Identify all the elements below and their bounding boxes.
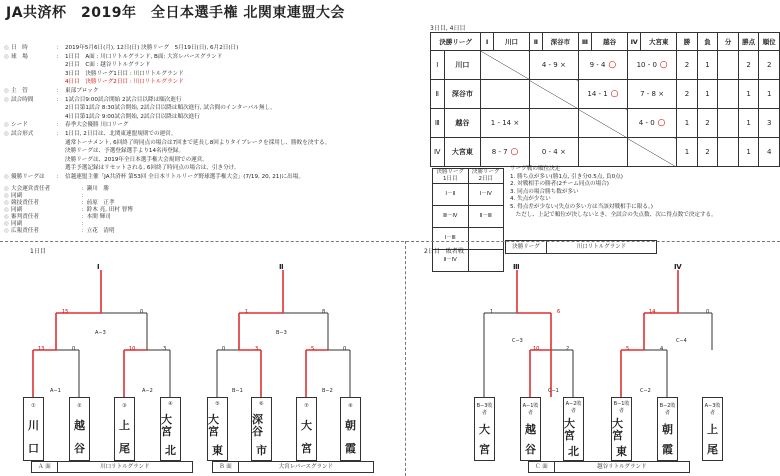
team-name-bottom: 東 [616,445,627,458]
score: 3 [163,346,167,352]
league-venue-label: 決勝リーグ [506,241,547,253]
team-name-bottom: 霞 [662,443,673,456]
official-colon: ： [81,200,87,206]
team-name-bottom: 市 [256,443,267,457]
info-value: 4日目 決勝リーグ2日目 : 川口リトルグランド [65,79,184,86]
team-seed: A−2敗者 [565,401,582,414]
header-team-name: 大宮東 [641,33,677,51]
official-name: 立花 清明 [86,228,115,234]
team-seed: ④ [168,401,173,408]
team-name-top: 大宮 [564,417,575,442]
info-value: 3日目 決勝リーグ1日目 : 川口リトルグランド [65,70,184,77]
criteria-line: 1. 勝ち点が多い(勝1点, 引き分0.5点, 負0点) [510,173,623,180]
schedule-header-cell: 決勝リーグ 1日目 [433,169,469,183]
team-name-bottom: 宮 [479,443,490,456]
official-colon: ： [81,207,87,213]
team-seed: ⑦ [304,403,309,410]
official-role: 同副 [11,193,23,199]
header-team-num: Ⅱ [529,33,542,51]
stat-r: 3 [759,109,780,138]
header-rank: 順位 [759,33,780,51]
criteria-line: ただし、上記で順位が決しないとき、全試合の失点数、次に得点数で決定する。 [510,211,717,218]
venue-c-code: Ｃ 面 [529,462,555,472]
result-text: 1 - 14 [490,119,512,127]
info-colon: ： [56,122,62,129]
team-name-bottom: 宮 [301,441,312,455]
venue-b [212,461,374,473]
official-colon: ： [81,214,87,220]
team-name-top: 朝 [662,423,673,436]
stat-w: 1 [677,138,698,167]
venue-b-code: Ｂ 面 [213,462,239,472]
score: 4 [660,346,664,352]
stat-r: 4 [759,138,780,167]
header-win: 勝 [677,33,698,51]
schedule-cell: Ⅰ－Ⅲ [433,228,469,249]
team-name-bottom: 霞 [345,441,356,455]
header-lose: 負 [697,33,718,51]
team-name-top: 大 [479,423,490,436]
lose-mark: × [656,90,665,98]
game-label: C−3 [512,338,523,344]
official-name: 前原 正孝 [86,200,115,206]
team-name-top: 大宮 [612,417,623,442]
info-value: 2日目 C面 : 越谷リトルグランド [65,62,151,69]
score: 14 [649,309,656,315]
score: 0 [343,346,347,352]
team-box [563,397,584,461]
score: 0 [140,309,144,315]
bullet-icon: ◎ [4,193,9,199]
result-text: 7 - 8 [640,90,656,98]
team-box [520,397,541,461]
score: 5 [311,346,315,352]
info-value: 東部ブロック [65,87,99,94]
round-iv-mark: Ⅳ [674,263,682,271]
bullet-icon: ◎ [4,96,9,103]
header-team-name: 深谷市 [543,33,579,51]
day2-label: 2日目 敗者戦 [424,248,464,255]
official-colon: ： [81,186,87,192]
info-value: 2019年5月6日(月), 12日(日) 決勝リーグ 5月19日(日), 6月2日(日) [65,45,239,51]
official-name: 鈴木 亮, 田村 智博 [86,207,133,213]
team-box [160,397,181,461]
official-role: 審判責任者 [11,214,39,220]
header-points: 勝点 [738,33,759,51]
lose-mark: × [557,61,566,69]
info-value: 2日目第1試合 8:30試合開始, 2試合目以降は順次進行, 試合間のインターバル無し。 [65,105,276,112]
team-seed: ⑤ [215,401,220,408]
team-name-top: 大宮 [161,412,172,438]
bullet-icon: ◎ [4,122,9,129]
team-name-bottom: 北 [568,445,579,458]
venue-b-name: 大宮レパースグランド [278,464,334,470]
stat-l: 1 [697,51,718,80]
official-role: 同副 [11,221,23,227]
row-team: 大宮東 [444,138,481,167]
lose-mark: × [511,119,520,127]
score: 6 [557,309,561,315]
round-i-mark: Ⅰ [97,263,100,271]
bullet-icon: ◎ [4,130,9,137]
page-title: JA共済杯 2019年 全日本選手権 北関東連盟大会 [6,5,345,21]
team-seed: ② [77,403,82,410]
day1-label: 1日目 [30,248,46,255]
team-name-top: 上 [707,423,718,436]
official-role: 競技責任者 [11,200,39,206]
official-role: 大会運営責任者 [11,186,51,192]
stat-l: 2 [697,138,718,167]
header-team-num: Ⅲ [578,33,591,51]
game-label: C−4 [676,338,687,344]
result-text: 14 - 1 [587,90,608,98]
header-team-name: 川口 [494,33,530,51]
game-label: A−1 [50,388,61,394]
stat-p: 1 [738,138,759,167]
game-label: B−3 [276,330,287,336]
bullet-icon: ◎ [4,87,9,94]
score: 2 [566,346,570,352]
team-seed: ⑧ [348,403,353,410]
team-box [702,397,723,461]
win-mark: ○ [507,147,519,157]
venue-c-name: 越谷リトルグランド [597,464,647,470]
stat-l: 2 [697,109,718,138]
team-seed: ⑥ [259,401,264,408]
row-num: Ⅳ [431,138,445,167]
team-name-bottom: 谷 [525,443,536,456]
venue-a-name: 川口リトルグランド [100,464,150,470]
criteria-line: 2. 対戦相手の勝者(2チーム同点の場合) [510,181,609,188]
team-box [657,397,678,461]
team-name-top: 大宮 [208,412,219,438]
row-team: 深谷市 [444,80,481,109]
official-colon: ： [81,228,87,234]
team-name-bottom: 北 [165,443,176,457]
team-name-top: 川 [28,418,39,432]
result-text: 4 - 9 [541,61,558,69]
win-mark: ○ [656,60,668,70]
info-value: 1日目, 2日目は、北関東連盟規則での運営。 [65,130,177,137]
team-box [23,397,44,461]
info-colon: ： [56,87,62,94]
game-label: A−3 [95,330,106,336]
score: 13 [38,346,45,352]
round-iii-mark: Ⅲ [513,263,520,271]
team-box [251,397,272,461]
team-name-bottom: 谷 [74,441,85,455]
round-ii-mark: Ⅱ [279,263,284,271]
header-team-name: 越谷 [592,33,628,51]
lose-mark: × [557,148,566,156]
official-name: 本間 輝司 [86,214,111,220]
team-box [207,397,228,461]
score: 8 [322,309,326,315]
team-seed: A−1敗者 [522,403,539,416]
stat-r: 1 [759,80,780,109]
score: 1 [245,309,249,315]
game-label: B−2 [322,388,333,394]
criteria-line: リーグ戦の順位決定 [510,166,561,172]
info-colon: ： [56,130,62,137]
team-box [296,397,317,461]
info-label: シード [11,122,28,129]
criteria-line: 4. 失点が少ない [510,196,551,203]
score: 5 [626,346,630,352]
stat-r: 2 [759,51,780,80]
bullet-icon: ◎ [4,207,9,213]
row-team: 越谷 [444,109,481,138]
team-box [474,397,495,461]
criteria-line: 5. 得点差が少ない(失点の多い方は当該対戦相手に限る。) [510,203,653,210]
info-value: 通常トーナメント, 6回終了時同点の場合は7回まで延長し8回よりタイブレークを採用し、勝敗を決する。 [65,139,331,146]
bullet-icon: ◎ [4,221,9,227]
bullet-icon: ◎ [4,173,9,180]
info-value: 選手予選記録はリセットされる, 6回終了時同点の場合は、引き分け。 [65,165,240,172]
stat-p: 1 [738,109,759,138]
stat-p: 1 [738,80,759,109]
row-num: Ⅲ [431,109,445,138]
team-seed: ① [31,403,36,410]
stat-w: 2 [677,80,698,109]
score: 0 [706,309,710,315]
header-team-num: Ⅰ [481,33,494,51]
row-num: Ⅱ [431,80,445,109]
info-value: 春季大会優勝 川口リーグ [65,122,129,129]
score: 10 [533,346,540,352]
info-colon: ： [56,96,62,103]
official-name: 瀬川 勝 [86,186,109,192]
score: 0 [222,346,226,352]
score: 10 [129,346,136,352]
info-label: 優勝リーグは [11,173,45,180]
info-label: 球 場 [11,53,28,60]
team-name-bottom: 尾 [119,441,130,455]
venue-a-code: Ａ 面 [32,462,58,472]
result-text: 0 - 4 [541,148,558,156]
stat-l: 1 [697,80,718,109]
info-value: 4日目第1試合 9:00試合開始, 2試合目以降は順次進行 [65,113,200,120]
bullet-icon: ◎ [4,53,9,60]
score: 3 [255,346,259,352]
header-team-num: Ⅳ [627,33,640,51]
team-name-top: 朝 [345,418,356,432]
team-name-bottom: 尾 [707,443,718,456]
game-label: A−2 [142,388,153,394]
team-name-top: 越 [74,418,85,432]
score: 0 [72,346,76,352]
info-colon: ： [56,173,62,180]
schedule-cell: Ⅰ－Ⅳ [479,191,492,197]
team-name-top: 越 [525,423,536,436]
stat-w: 2 [677,51,698,80]
standings-caption: 3日目, 4日目 [430,25,466,32]
result-text: 8 - 7 [491,148,508,156]
stat-p: 2 [738,51,759,80]
bullet-icon: ◎ [4,186,9,192]
result-text: 9 - 4 [589,61,606,69]
score: 15 [62,309,69,315]
stat-w: 1 [677,109,698,138]
team-seed: A−3敗者 [704,403,721,416]
bullet-icon: ◎ [4,228,9,234]
team-seed: B−2敗者 [659,403,676,416]
game-label: C−2 [640,388,651,394]
team-box [69,397,90,461]
team-seed: ③ [122,403,127,410]
team-box [340,397,361,461]
info-value: 1試合目9:00試合開始 2試合目以降は順次進行 [65,96,182,103]
team-seed: B−3敗者 [476,403,493,416]
venue-c [528,461,690,473]
team-name-top: 大 [301,418,312,432]
league-venue-name: 川口リトルグランド [576,244,627,250]
result-text: 10 - 0 [636,61,657,69]
win-mark: ○ [654,118,666,128]
schedule-cell: Ⅰ－Ⅱ [433,184,469,205]
official-colon: ： [81,221,87,227]
team-seed: B−1敗者 [613,401,630,414]
info-label: 日 時 [11,45,28,51]
team-box [611,397,632,461]
team-name-bottom: 口 [28,441,39,455]
criteria-line: 3. 同点の場合勝ち数が多い [510,188,579,195]
bullet-icon: ◎ [4,214,9,220]
result-text: 4 - 0 [638,119,655,127]
schedule-cell: Ⅱ－Ⅳ [433,250,469,271]
team-name-top: 上 [119,418,130,432]
team-box [114,397,135,461]
official-role: 同副 [11,207,23,213]
bullet-icon: ◎ [4,45,9,51]
row-team: 川口 [444,51,481,80]
info-value: 決勝リーグは、2019年全日本選手権大会規則での運営。 [65,156,208,163]
header-draw: 分 [718,33,739,51]
info-label: 主 管 [11,87,28,94]
win-mark: ○ [605,60,617,70]
win-mark: ○ [607,89,619,99]
info-colon: ： [56,45,62,51]
schedule-header-cell: 決勝リーグ 2日目 [471,169,500,182]
header-league: 決勝リーグ [431,33,481,51]
team-name-top: 深谷 [252,412,263,438]
info-value: 1日目 A面 : 川口リトルグランド, B面: 大宮レパースグランド [65,53,223,60]
info-value: 信越連盟主催「JA共済杯 第53回 全日本リトルリーグ野球選手権大会」(7/19, 20, 21)に出場。 [65,173,304,180]
team-name-bottom: 東 [212,443,223,457]
info-value: 決勝リーグは、予選登録選手より14名再登録。 [65,148,184,155]
game-label: B−1 [232,388,243,394]
official-colon: ： [81,193,87,199]
row-num: Ⅰ [431,51,445,80]
info-label: 試合形式 [11,130,34,137]
info-label: 試合時間 [11,96,34,103]
official-role: 広報責任者 [11,228,39,234]
venue-a [31,461,193,473]
bullet-icon: ◎ [4,200,9,206]
schedule-cell: Ⅱ－Ⅲ [479,213,492,219]
score: 1 [490,309,494,315]
schedule-cell: Ⅲ－Ⅳ [433,206,469,227]
game-label: C−1 [548,388,559,394]
info-colon: ： [56,53,62,60]
